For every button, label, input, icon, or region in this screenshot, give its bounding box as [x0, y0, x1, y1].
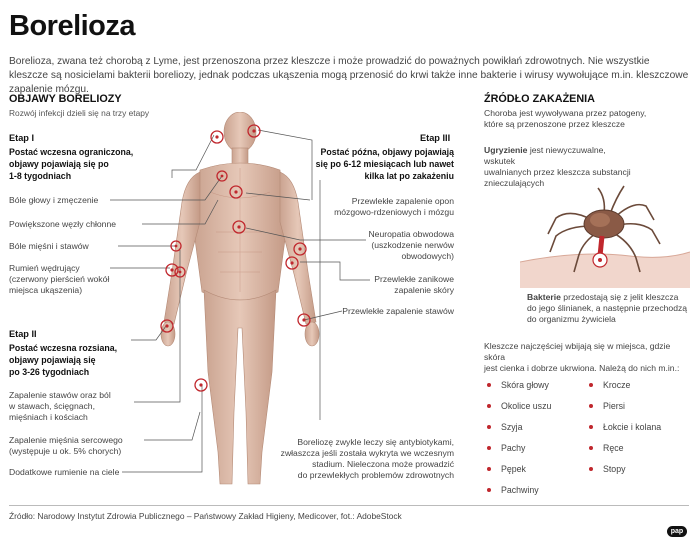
source-sub	[484, 108, 646, 130]
treatment-line: do przewlekłych problemów zdrowotnych	[297, 470, 454, 480]
stage3-desc-line: Postać późna, objawy pojawiają	[320, 147, 454, 157]
bacteria-line: do organizmu żywiciela	[527, 314, 616, 324]
list-item: Ręce	[589, 443, 661, 464]
label-erythema-line: Rumień wędrujący	[9, 263, 80, 273]
places-intro	[484, 341, 690, 374]
stage3-desc-line: się po 6-12 miesiącach lub nawet	[315, 159, 454, 169]
source-sub-line: Choroba jest wywoływana przez patogeny,	[484, 108, 647, 118]
label-lymph-nodes: Powiększone węzły chłonne	[9, 219, 117, 229]
list-item: Pachwiny	[487, 485, 551, 506]
stage3-desc-line: kilka lat po zakażeniu	[364, 171, 454, 181]
pap-logo: pap	[667, 526, 687, 537]
label-headache: Bóle głowy i zmęczenie	[9, 195, 99, 205]
bacteria-line: do jego ślinianek, a następnie przechodzą	[527, 303, 688, 313]
label-meningitis-line: Przewlekłe zapalenie opon	[351, 196, 454, 206]
list-item: Okolice uszu	[487, 401, 551, 422]
intro-text: Borelioza, zwana też chorobą z Lyme, jest przenoszona przez kleszcze i może prowadzić do poważnych powikłań zdrowotnych. Nie wszystkie kleszcze są nosicielami bakterii boreliozy, jednak podczas ukąszenia mogą przenosić do krwi także inne bakterie i wirusy wywołujące m.in. kleszczowe zapalenie mózgu.	[9, 56, 689, 95]
treatment-line: stadium. Nieleczona może prowadzić	[312, 459, 454, 469]
label-meningitis-line: mózgowo-rdzeniowych i mózgu	[334, 207, 454, 217]
list-item: Szyja	[487, 422, 551, 443]
label-arthritis-line: w stawach, ścięgnach,	[9, 401, 95, 411]
list-item: Łokcie i kolana	[589, 422, 661, 443]
label-skin-line: Przewlekłe zanikowe	[374, 274, 454, 284]
stage1-desc-line: objawy pojawiają się po	[9, 159, 109, 169]
places-intro-line: jest cienka i dobrze ukrwiona. Należą do nich m.in.:	[484, 363, 680, 373]
label-arthritis-line: mięśniach i kościach	[9, 412, 88, 422]
label-skin-line: zapalenie skóry	[394, 285, 454, 295]
label-chronic-arthritis: Przewlekłe zapalenie stawów	[342, 306, 454, 316]
bite-line: jest niewyczuwalne, wskutek	[484, 145, 606, 166]
stage1-desc-line: Postać wczesna ograniczona,	[9, 147, 134, 157]
label-myocarditis-line: Zapalenie mięśnia sercowego	[9, 435, 123, 445]
list-item: Krocze	[589, 380, 661, 401]
label-erythema-line: miejsca ukąszenia)	[9, 285, 83, 295]
list-item: Piersi	[589, 401, 661, 422]
bacteria-line: przedostają się z jelit kleszcza	[560, 292, 679, 302]
list-item: Pępek	[487, 464, 551, 485]
symptoms-heading: OBJAWY BORELIOZY	[9, 93, 122, 105]
treatment-line: Boreliozę zwykle leczy się antybiotykami,	[297, 437, 454, 447]
stage2-desc-line: objawy pojawiają się	[9, 355, 96, 365]
label-skin	[350, 274, 454, 296]
list-item: Stopy	[589, 464, 661, 485]
source-sub-line: które są przenoszone przez kleszcze	[484, 119, 625, 129]
stage2-desc-line: po 3-26 tygodniach	[9, 367, 90, 377]
stage3-title: Etap III	[420, 133, 451, 143]
treatment-line: zwłaszcza jeśli została wykryta we wczesnym	[280, 448, 454, 458]
stage1-title: Etap I	[9, 133, 35, 143]
bacteria-bold: Bakterie	[527, 292, 561, 302]
places-intro-line: Kleszcze najczęściej wbijają się w miejsca, gdzie skóra	[484, 341, 671, 362]
label-erythema-line: (czerwony pierścień wokół	[9, 274, 110, 284]
label-neuropathy-line: (uszkodzenie nerwów	[371, 240, 454, 250]
bite-line: znieczulających	[484, 178, 545, 188]
tick-illustration	[520, 180, 690, 288]
label-extra-rash: Dodatkowe rumienie na ciele	[9, 467, 120, 477]
label-myocarditis	[9, 435, 123, 457]
treatment-note	[268, 437, 454, 481]
page-title: Borelioza	[9, 10, 136, 42]
places-list-1	[487, 380, 551, 506]
bite-line: uwalnianych przez kleszcza substancji	[484, 167, 631, 177]
label-neuropathy-line: Neuropatia obwodowa	[368, 229, 454, 239]
places-list-2	[589, 380, 661, 485]
label-erythema	[9, 263, 109, 296]
label-meningitis	[300, 196, 454, 218]
label-neuropathy-line: obwodowych)	[401, 251, 454, 261]
label-myocarditis-line: (występuje u ok. 5% chorych)	[9, 446, 122, 456]
label-neuropathy	[330, 229, 454, 262]
bacteria-text	[527, 292, 689, 325]
label-arthritis-early	[9, 390, 111, 423]
stage1-desc-line: 1-8 tygodniach	[9, 171, 72, 181]
label-muscle-pain: Bóle mięśni i stawów	[9, 241, 89, 251]
list-item: Skóra głowy	[487, 380, 551, 401]
stage2-desc-line: Postać wczesna rozsiana,	[9, 343, 118, 353]
symptoms-subheading: Rozwój infekcji dzieli się na trzy etapy	[9, 108, 150, 118]
bite-bold: Ugryzienie	[484, 145, 528, 155]
list-item: Pachy	[487, 443, 551, 464]
source-footer: Źródło: Narodowy Instytut Zdrowia Publicznego – Państwowy Zakład Higieny, Medicover, fot.: AdobeStock	[9, 511, 402, 521]
footer-divider	[9, 505, 689, 506]
source-heading: ŹRÓDŁO ZAKAŻENIA	[484, 93, 595, 105]
label-arthritis-line: Zapalenie stawów oraz ból	[9, 390, 111, 400]
stage2-title: Etap II	[9, 329, 37, 339]
